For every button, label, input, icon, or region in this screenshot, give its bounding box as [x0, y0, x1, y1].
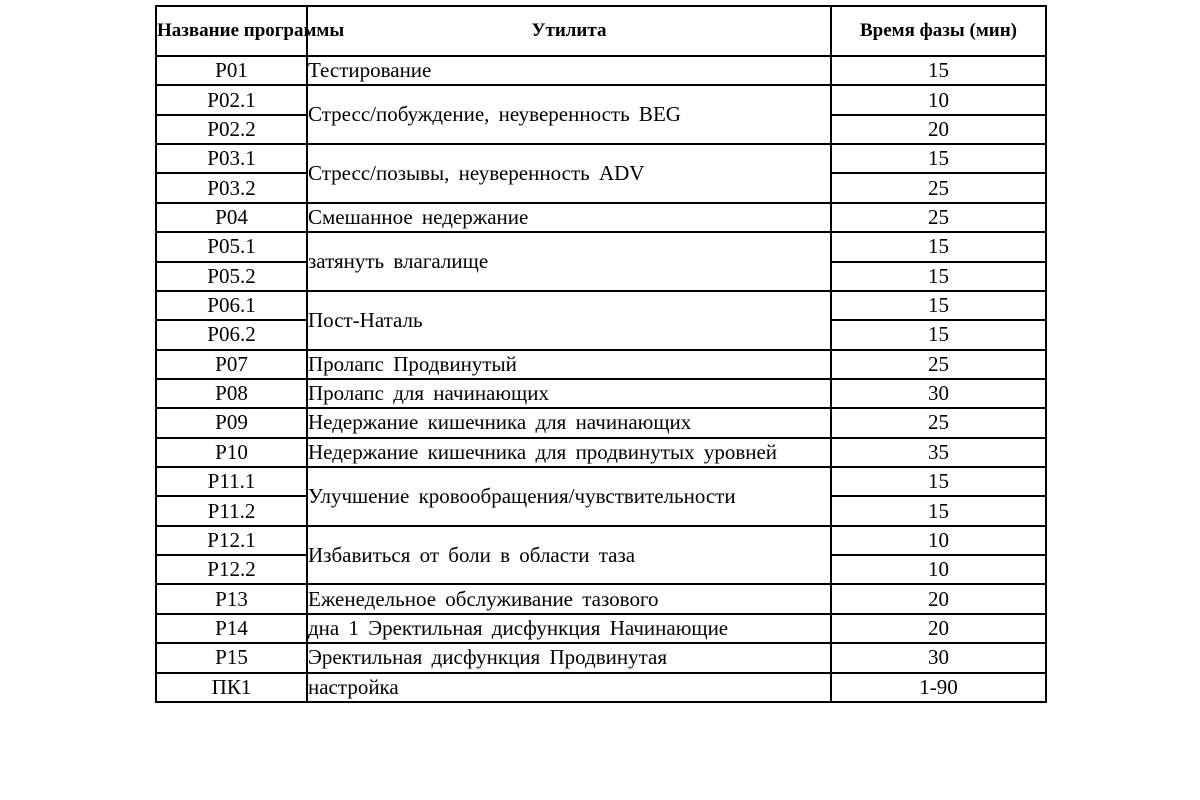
program-name-cell: P15 [156, 643, 307, 672]
program-name-cell: P08 [156, 379, 307, 408]
table-row [156, 379, 1046, 408]
utility-cell: Недержание кишечника для начинающих [307, 408, 831, 437]
phase-time-cell: 25 [831, 173, 1046, 202]
phase-time-cell: 15 [831, 144, 1046, 173]
program-name-cell: ПК1 [156, 673, 307, 702]
program-name-cell: P13 [156, 584, 307, 613]
phase-time-cell: 15 [831, 320, 1046, 349]
utility-cell: Пролапс для начинающих [307, 379, 831, 408]
phase-time-cell: 10 [831, 555, 1046, 584]
table-body [156, 56, 1046, 702]
phase-time-cell: 1-90 [831, 673, 1046, 702]
utility-cell: Стресс/побуждение, неуверенность BEG [307, 85, 831, 144]
utility-cell: Пост-Наталь [307, 291, 831, 350]
phase-time-cell: 30 [831, 379, 1046, 408]
program-name-cell: P11.2 [156, 496, 307, 525]
table-row [156, 467, 1046, 496]
program-name-cell: P10 [156, 438, 307, 467]
utility-cell: настройка [307, 673, 831, 702]
program-name-cell: P12.2 [156, 555, 307, 584]
program-name-cell: P12.1 [156, 526, 307, 555]
phase-time-cell: 10 [831, 85, 1046, 114]
program-name-cell: P04 [156, 203, 307, 232]
phase-time-cell: 15 [831, 291, 1046, 320]
program-name-cell: P05.2 [156, 262, 307, 291]
header-row [156, 6, 1046, 56]
table-row [156, 673, 1046, 702]
phase-time-cell: 30 [831, 643, 1046, 672]
utility-cell: Еженедельное обслуживание тазового [307, 584, 831, 613]
program-name-cell: P06.1 [156, 291, 307, 320]
program-name-cell: P06.2 [156, 320, 307, 349]
program-name-cell: P14 [156, 614, 307, 643]
utility-cell: Недержание кишечника для продвинутых уровней [307, 438, 831, 467]
program-name-cell: P09 [156, 408, 307, 437]
program-name-cell: P02.1 [156, 85, 307, 114]
program-name-cell: P07 [156, 350, 307, 379]
phase-time-cell: 25 [831, 408, 1046, 437]
phase-time-cell: 20 [831, 584, 1046, 613]
table-row [156, 85, 1046, 114]
header-utility: Утилита [307, 6, 831, 56]
utility-cell: Смешанное недержание [307, 203, 831, 232]
phase-time-cell: 15 [831, 496, 1046, 525]
utility-cell: Тестирование [307, 56, 831, 85]
program-name-cell: P05.1 [156, 232, 307, 261]
program-name-cell: P03.2 [156, 173, 307, 202]
program-name-cell: P01 [156, 56, 307, 85]
program-name-cell: P11.1 [156, 467, 307, 496]
phase-time-cell: 15 [831, 56, 1046, 85]
table-row [156, 350, 1046, 379]
utility-cell: дна 1 Эректильная дисфункция Начинающие [307, 614, 831, 643]
utility-cell: Пролапс Продвинутый [307, 350, 831, 379]
phase-time-cell: 20 [831, 614, 1046, 643]
table-row [156, 144, 1046, 173]
table-row [156, 584, 1046, 613]
program-name-cell: P03.1 [156, 144, 307, 173]
utility-cell: Эректильная дисфункция Продвинутая [307, 643, 831, 672]
table-row [156, 526, 1046, 555]
program-table [155, 5, 1047, 703]
phase-time-cell: 35 [831, 438, 1046, 467]
phase-time-cell: 10 [831, 526, 1046, 555]
table-row [156, 408, 1046, 437]
phase-time-cell: 20 [831, 115, 1046, 144]
program-name-cell: P02.2 [156, 115, 307, 144]
utility-cell: Улучшение кровообращения/чувствительности [307, 467, 831, 526]
header-program: Название программы [156, 6, 307, 56]
phase-time-cell: 15 [831, 467, 1046, 496]
utility-cell: Стресс/позывы, неуверенность ADV [307, 144, 831, 203]
table-row [156, 438, 1046, 467]
header-time: Время фазы (мин) [831, 6, 1046, 56]
phase-time-cell: 15 [831, 232, 1046, 261]
table-row [156, 203, 1046, 232]
table-row [156, 232, 1046, 261]
phase-time-cell: 25 [831, 350, 1046, 379]
utility-cell: затянуть влагалище [307, 232, 831, 291]
table-row [156, 291, 1046, 320]
phase-time-cell: 25 [831, 203, 1046, 232]
phase-time-cell: 15 [831, 262, 1046, 291]
table-row [156, 614, 1046, 643]
table-row [156, 56, 1046, 85]
table-row [156, 643, 1046, 672]
utility-cell: Избавиться от боли в области таза [307, 526, 831, 585]
